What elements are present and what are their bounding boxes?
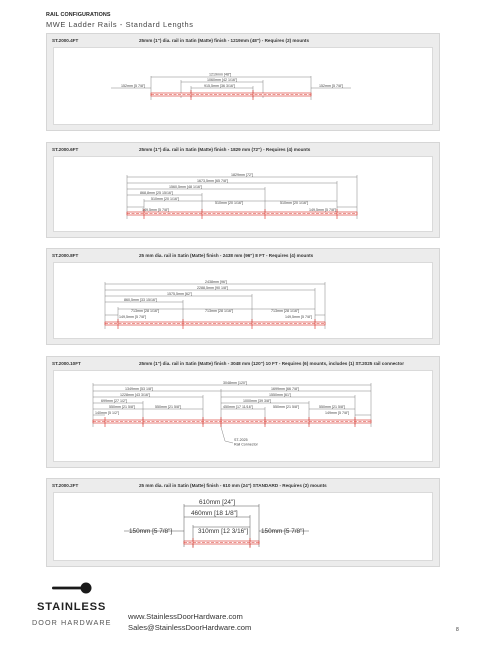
dim-right-end: 149mm [5 7/8"] <box>325 411 350 415</box>
product-description: 25mm (1") dia. rail in Satin (Matte) finish - 3048 mm (120") 10 FT - Requires (6) mounts, includes (1) ST.2025 rail connector <box>139 361 404 366</box>
dim-overall: 1829mm [72"] <box>231 173 254 177</box>
dim-overall: 3048mm [120"] <box>223 381 248 385</box>
email-link[interactable]: Sales@StainlessDoorHardware.com <box>128 623 252 632</box>
dim-right-end: 152mm [5 7/8"] <box>319 84 344 88</box>
dim-span-a: 2288,5mm [90 1/8"] <box>197 286 229 290</box>
dim-seg-mid: 510mm [20 1/16"] <box>215 201 244 205</box>
dimension-drawing-6ft <box>47 143 441 239</box>
dim-left-end: 152mm [5 7/8"] <box>121 84 146 88</box>
dim-left-b: 1228mm [43 3/16"] <box>120 393 151 397</box>
page-subtitle: MWE Ladder Rails - Standard Lengths <box>46 20 194 29</box>
dimension-drawing-2ft <box>47 479 441 568</box>
rail-config-6ft <box>46 142 440 238</box>
connector-callout-label: Rail Connector <box>234 442 258 447</box>
dim-left-end: 150mm [5 7/8"] <box>129 528 173 535</box>
dim-between-outer: 1060mm [42 1/16"] <box>207 78 238 82</box>
rail-config-10ft <box>46 356 440 468</box>
dim-mid: 460mm [18 1/8"] <box>191 510 238 517</box>
rail-config-8ft <box>46 248 440 345</box>
dim-end-left: 149,5mm [5 7/8"] <box>119 315 147 319</box>
dimension-drawing-10ft <box>47 357 441 469</box>
page-number: 8 <box>456 627 459 633</box>
product-description: 25mm (1") dia. rail in Satin (Matte) finish - 1219mm (48") - Requires (2) mounts <box>139 38 310 43</box>
dim-overall: 2438mm [96"] <box>205 280 228 284</box>
dim-overall: 610mm [24"] <box>199 499 236 506</box>
dim-seg-right: 510mm [20 1/16"] <box>280 201 309 205</box>
company-logo <box>18 580 128 636</box>
dim-end-right: 149,5mm [5 7/8"] <box>309 208 337 212</box>
dim-left-a: 1349mm [53 1/8"] <box>125 387 154 391</box>
product-description: 25 mm dia. rail in Satin (Matte) finish - 2438 mm (96") 8 FT - Requires (4) mounts <box>139 253 314 258</box>
dim-end-left: 149,5mm [5 7/8"] <box>142 208 170 212</box>
brand-name: STAINLESS <box>37 601 107 613</box>
dim-left-seg1: 550mm [21 5/8"] <box>109 405 136 409</box>
rail-config-2ft <box>46 478 440 567</box>
dim-right-b: 1550mm [61"] <box>269 393 292 397</box>
dim-right-a: 1699mm [66 7/8"] <box>271 387 300 391</box>
dim-overall: 1219mm [48"] <box>209 72 232 77</box>
dim-left-seg2: 550mm [21 5/8"] <box>155 405 182 409</box>
rail-config-4ft <box>46 33 440 131</box>
product-description: 25 mm dia. rail in Satin (Matte) finish - 610 mm (24") STANDARD - Requires (2) mounts <box>139 483 327 488</box>
dim-left-end: 140mm [5 1/2"] <box>95 411 120 415</box>
dimension-drawing-8ft <box>47 249 441 346</box>
dim-right-seg3: 550mm [21 5/8"] <box>319 405 346 409</box>
dim-seg-mid: 713mm [28 1/16"] <box>205 309 234 313</box>
dim-right-seg2: 550mm [21 5/8"] <box>273 405 300 409</box>
website-link[interactable]: www.StainlessDoorHardware.com <box>128 612 243 621</box>
dim-span-b: 1560,5mm [48 1/16"] <box>169 185 203 189</box>
dimension-drawing-4ft <box>47 34 441 132</box>
door-handle-icon <box>52 581 92 595</box>
dim-right-seg1: 450mm [17 11/16"] <box>223 405 253 409</box>
dim-between-mounts: 915,5mm [36 3/16"] <box>204 84 236 88</box>
brand-tagline: DOOR HARDWARE <box>32 618 112 627</box>
product-description: 25mm (1") dia. rail in Satin (Matte) finish - 1829 mm (72") - Requires (4) mounts <box>139 147 311 152</box>
dim-span-a: 1673,5mm [65 7/8"] <box>197 179 229 183</box>
connector-callout-code: ST-2025 <box>234 438 248 442</box>
product-code: ST.2000.10FT <box>52 361 81 366</box>
dim-inner: 310mm [12 3/16"] <box>198 528 249 535</box>
dim-span-b: 1575,5mm [62"] <box>167 292 193 296</box>
dim-right-c: 1000mm [39 3/8"] <box>243 399 272 403</box>
dim-end-right: 149,5mm [5 7/8"] <box>285 315 313 319</box>
dim-span-c: 860,5mm [33 15/16"] <box>124 298 158 302</box>
dim-seg-right: 713mm [28 1/16"] <box>271 309 300 313</box>
product-code: ST.2000.8FT <box>52 253 79 258</box>
page-title: RAIL CONFIGURATIONS <box>46 12 111 18</box>
dim-span-c: 868,8mm [25 15/16"] <box>140 191 174 195</box>
dim-seg-left: 713mm [28 1/16"] <box>131 309 160 313</box>
product-code: ST.2000.4FT <box>52 38 79 43</box>
product-code: ST.2000.2FT <box>52 483 79 488</box>
dim-left-c: 699mm [27 1/2"] <box>101 399 128 403</box>
dim-seg-left: 510mm [20 1/16"] <box>151 197 180 201</box>
dim-right-end: 150mm [5 7/8"] <box>261 528 305 535</box>
product-code: ST.2000.6FT <box>52 147 79 152</box>
